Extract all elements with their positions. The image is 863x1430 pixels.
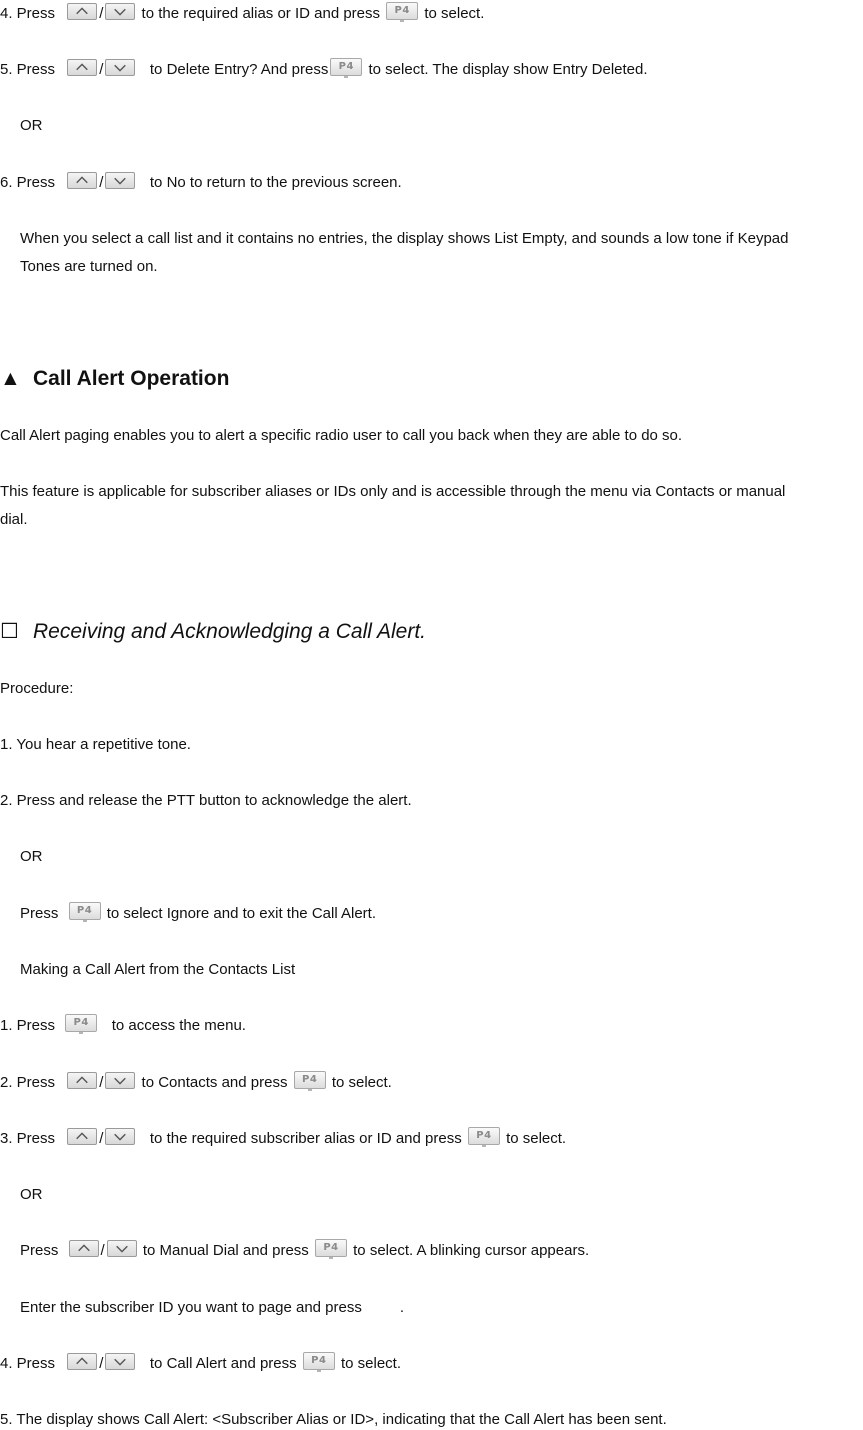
- step-text: Press: [20, 905, 59, 922]
- step-text: 3. Press: [0, 1130, 56, 1147]
- step-text: 1. You hear a repetitive tone.: [0, 736, 191, 753]
- step-6-line: [0, 173, 402, 193]
- step-text: 4. Press: [0, 1355, 56, 1372]
- p4-key-icon: P4: [386, 2, 418, 20]
- make-step-3-line: [0, 1129, 566, 1149]
- ignore-step-line: [20, 904, 376, 924]
- p4-key-icon: P4: [303, 1352, 335, 1370]
- slash-text: /: [99, 174, 104, 191]
- slash-text: /: [99, 61, 104, 78]
- step-text: 5. Press: [0, 61, 56, 78]
- manual-dial-line: [20, 1241, 589, 1261]
- step-text: 5. The display shows Call Alert: <Subscriber Alias or ID>, indicating that the Call Alert has been sent.: [0, 1411, 667, 1428]
- up-arrow-icon: [67, 1072, 97, 1089]
- slash-text: /: [99, 1074, 104, 1091]
- step-text: 4. Press: [0, 5, 56, 22]
- slash-text: /: [100, 1242, 105, 1259]
- slash-text: /: [99, 5, 104, 22]
- slash-text: /: [99, 1130, 104, 1147]
- step-text: Press: [20, 1242, 59, 1259]
- step-text: 6. Press: [0, 174, 56, 191]
- step-text: to select Ignore and to exit the Call Alert.: [106, 905, 377, 922]
- make-step-1-line: [0, 1016, 246, 1036]
- step-text: 1. Press: [0, 1017, 56, 1034]
- step-text: Enter the subscriber ID you want to page and press: [20, 1299, 362, 1316]
- enter-id-line: [20, 1298, 404, 1318]
- slash-text: /: [99, 1355, 104, 1372]
- step-text: to select.: [340, 1355, 402, 1372]
- up-arrow-icon: [67, 1128, 97, 1145]
- make-step-2-line: [0, 1073, 392, 1093]
- procedure-label: Procedure:: [0, 680, 74, 697]
- paragraph: Call Alert paging enables you to alert a specific radio user to call you back when they are able to do so.: [0, 427, 683, 444]
- step-text: to select.: [506, 1130, 567, 1147]
- up-arrow-icon: [67, 3, 97, 20]
- or-text: OR: [20, 1186, 43, 1203]
- note-text: Tones are turned on.: [20, 258, 158, 275]
- step-text: to Contacts and press: [141, 1074, 288, 1091]
- p4-key-icon: P4: [69, 902, 101, 920]
- step-text: to select.: [424, 5, 485, 22]
- paragraph: dial.: [0, 511, 28, 528]
- step-text: to access the menu.: [111, 1017, 246, 1034]
- checkbox-icon: ☐: [0, 620, 19, 643]
- step-text: to select.: [331, 1074, 392, 1091]
- up-arrow-icon: [67, 59, 97, 76]
- p4-key-icon: P4: [65, 1014, 97, 1032]
- down-arrow-icon: [105, 172, 135, 189]
- subsection-heading: [0, 619, 426, 645]
- section-title: Call Alert Operation: [33, 367, 230, 390]
- step-text: .: [399, 1299, 405, 1316]
- or-text: OR: [20, 848, 43, 865]
- step-text: to No to return to the previous screen.: [149, 174, 402, 191]
- down-arrow-icon: [105, 59, 135, 76]
- down-arrow-icon: [105, 1353, 135, 1370]
- triangle-icon: ▲: [0, 367, 21, 390]
- down-arrow-icon: [105, 3, 135, 20]
- down-arrow-icon: [105, 1072, 135, 1089]
- p4-key-icon: P4: [468, 1127, 500, 1145]
- p4-key-icon: P4: [315, 1239, 347, 1257]
- step-text: to Delete Entry? And press: [149, 61, 329, 78]
- down-arrow-icon: [105, 1128, 135, 1145]
- making-heading: Making a Call Alert from the Contacts List: [20, 961, 296, 978]
- step-text: to Manual Dial and press: [142, 1242, 309, 1259]
- step-text: to the required alias or ID and press: [141, 5, 381, 22]
- paragraph: This feature is applicable for subscriber aliases or IDs only and is accessible through the menu via Contacts or manual: [0, 483, 786, 500]
- or-text: OR: [20, 117, 43, 134]
- make-step-4-line: [0, 1354, 401, 1374]
- step-text: to Call Alert and press: [149, 1355, 297, 1372]
- section-heading: [0, 366, 229, 392]
- step-5-line: [0, 60, 648, 80]
- p4-key-icon: P4: [294, 1071, 326, 1089]
- step-text: 2. Press: [0, 1074, 56, 1091]
- step-text: to select. A blinking cursor appears.: [353, 1242, 590, 1259]
- up-arrow-icon: [67, 172, 97, 189]
- note-text: When you select a call list and it contains no entries, the display shows List Empty, and sounds a low tone if Keypad: [20, 230, 789, 247]
- step-text: to select. The display show Entry Deleted.: [368, 61, 648, 78]
- up-arrow-icon: [69, 1240, 99, 1257]
- step-text: to the required subscriber alias or ID and press: [149, 1130, 462, 1147]
- step-4-line: [0, 4, 484, 24]
- up-arrow-icon: [67, 1353, 97, 1370]
- subsection-title: Receiving and Acknowledging a Call Alert.: [33, 620, 426, 643]
- down-arrow-icon: [107, 1240, 137, 1257]
- step-text: 2. Press and release the PTT button to acknowledge the alert.: [0, 792, 412, 809]
- p4-key-icon: P4: [330, 58, 362, 76]
